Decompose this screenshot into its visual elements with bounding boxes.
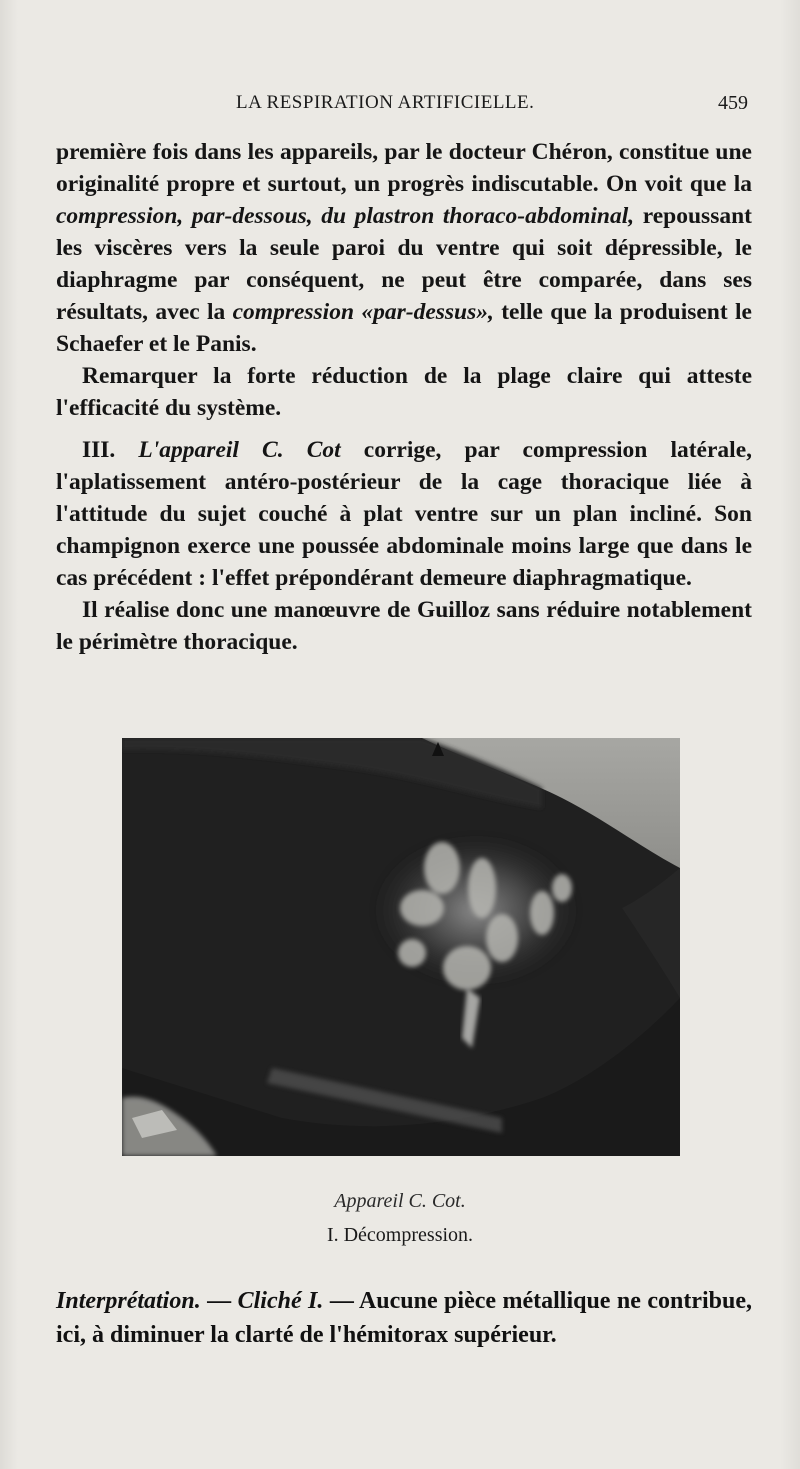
paragraph1-emphasis-2: compression «par-dessus», [232, 299, 494, 325]
page-number: 459 [718, 92, 748, 114]
figure-caption-title: Appareil C. Cot. [334, 1190, 466, 1212]
paragraph3-text: corrige, par compression latérale, l'aplatissement antéro-postérieur de la cage thoracique liée à l'attitude du sujet couché à plat ventre sur un plan incliné. Son champignon exerce une poussée abdominale moins large que dans le cas précédent : l'effet prépondérant demeure diaphragmatique. [56, 437, 753, 591]
section-numeral: III. [82, 437, 139, 463]
radiograph-image [122, 738, 680, 1156]
interpretation-text: Aucune pièce métallique ne contribue, ici, à diminuer la clarté de l'hémitorax supérieur. [56, 1288, 752, 1348]
appareil-name: L'appareil C. Cot [138, 437, 341, 463]
paragraph-guilloz: Il réalise donc une manœuvre de Guilloz sans réduire notablement le périmètre thoracique. [56, 597, 752, 655]
paragraph1-text-2: repoussant les viscères vers la seule paroi du ventre qui soit dépressible, le diaphragme par conséquent, ne peut être comparée, dans ses résultats, avec la [56, 203, 752, 325]
paragraph-remarquer: Remarquer la forte réduction de la plage claire qui atteste l'efficacité du système. [56, 363, 752, 421]
body-text [56, 136, 752, 658]
paragraph-appareil-cot [56, 434, 752, 594]
figure-caption-subtitle: I. Décompression. [326, 1224, 474, 1246]
interpretation-paragraph [56, 1284, 752, 1352]
paragraph1-text-3: telle que la produisent le Schaefer et le Panis. [56, 299, 752, 357]
interpretation-dash-1: — [200, 1288, 238, 1314]
cliche-label: Cliché I. [237, 1288, 324, 1314]
interpretation-label: Interprétation. [56, 1288, 201, 1314]
interpretation-dash-2: — [323, 1288, 359, 1314]
running-title: LA RESPIRATION ARTIFICIELLE. [236, 92, 535, 113]
paragraph1-emphasis-1: compression, par-dessous, du plastron thoraco-abdominal, [56, 203, 635, 229]
running-head [56, 88, 748, 122]
radiograph-figure [122, 738, 680, 1156]
paragraph-chéron [56, 136, 752, 360]
paragraph1-text-1: première fois dans les appareils, par le docteur Chéron, constitue une originalité propre et surtout, un progrès indiscutable. On voit que la [56, 139, 752, 197]
